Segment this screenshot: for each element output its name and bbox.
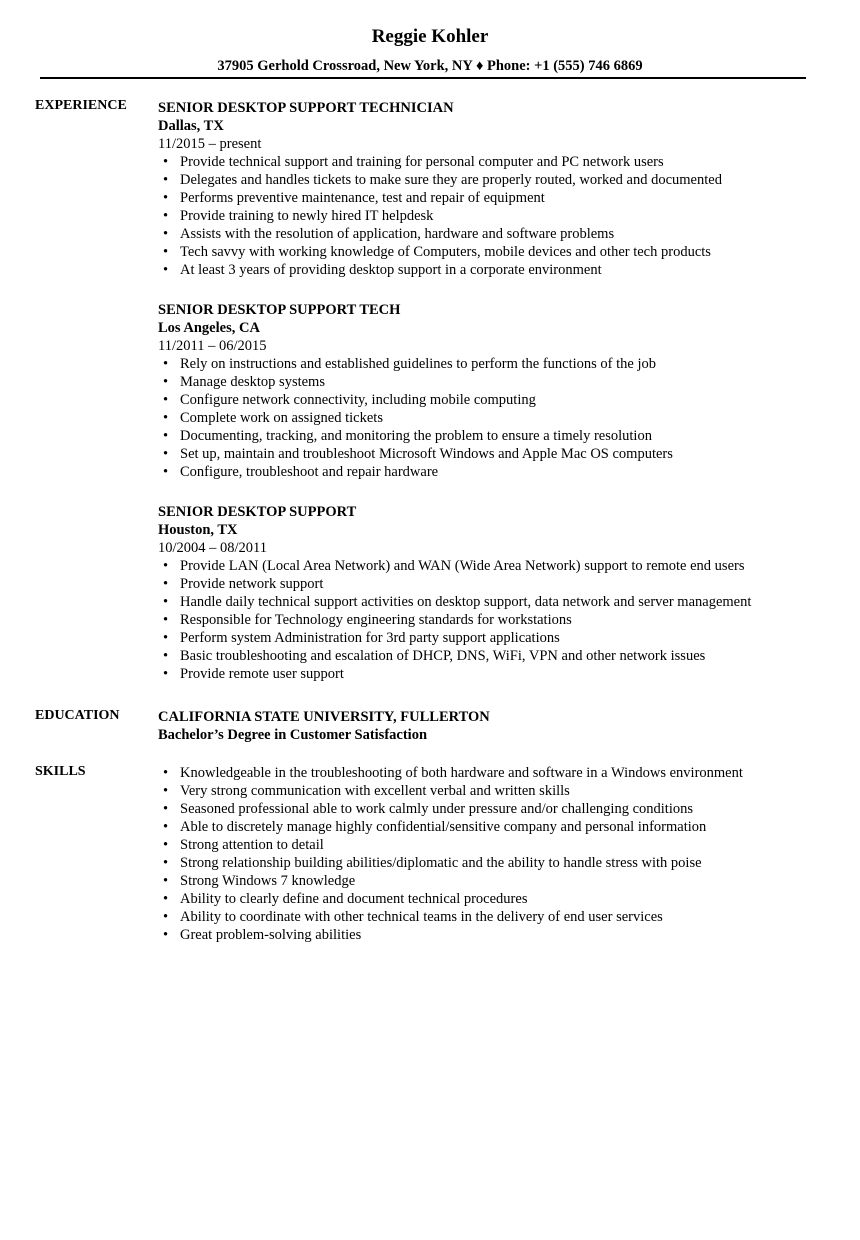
job-title: SENIOR DESKTOP SUPPORT: [158, 504, 357, 520]
skill-item: • Knowledgeable in the troubleshooting of both hardware and software in a Windows environment: [158, 764, 838, 782]
job-bullet: • Documenting, tracking, and monitoring the problem to ensure a timely resolution: [158, 427, 838, 445]
header-divider: [40, 77, 806, 79]
job-dates: 11/2011 – 06/2015: [158, 338, 267, 354]
education-label: EDUCATION: [35, 708, 120, 723]
job-bullet: • Configure, troubleshoot and repair hardware: [158, 463, 838, 481]
degree: Bachelor’s Degree in Customer Satisfaction: [158, 727, 428, 743]
skill-item: • Able to discretely manage highly confidential/sensitive company and personal information: [158, 818, 838, 836]
job-location: Los Angeles, CA: [158, 320, 260, 336]
job-bullet: • Provide training to newly hired IT helpdesk: [158, 207, 838, 225]
school-name: CALIFORNIA STATE UNIVERSITY, FULLERTON: [158, 709, 490, 725]
job-bullet: • Handle daily technical support activities on desktop support, data network and server management: [158, 593, 838, 611]
job-entry: [158, 503, 838, 683]
job-location: Houston, TX: [158, 522, 238, 538]
skill-item: • Strong attention to detail: [158, 836, 838, 854]
job-bullet: • Provide network support: [158, 575, 838, 593]
job-title: SENIOR DESKTOP SUPPORT TECHNICIAN: [158, 100, 454, 116]
job-bullet: • Rely on instructions and established guidelines to perform the functions of the job: [158, 355, 838, 373]
skills-list: [158, 764, 838, 944]
job-bullets: [158, 557, 838, 683]
job-bullets: [158, 355, 838, 481]
job-bullet: • Tech savvy with working knowledge of Computers, mobile devices and other tech products: [158, 243, 838, 261]
job-bullet: • Assists with the resolution of application, hardware and software problems: [158, 225, 838, 243]
job-bullet: • Set up, maintain and troubleshoot Microsoft Windows and Apple Mac OS computers: [158, 445, 838, 463]
job-bullet: • At least 3 years of providing desktop support in a corporate environment: [158, 261, 838, 279]
job-location: Dallas, TX: [158, 118, 224, 134]
education-entry: [158, 708, 838, 744]
skill-item: • Great problem-solving abilities: [158, 926, 838, 944]
job-dates: 11/2015 – present: [158, 136, 262, 152]
candidate-name: Reggie Kohler: [371, 26, 489, 47]
contact-line: 37905 Gerhold Crossroad, New York, NY ♦ Phone: +1 (555) 746 6869: [217, 58, 643, 74]
job-bullet: • Performs preventive maintenance, test and repair of equipment: [158, 189, 838, 207]
job-bullet: • Basic troubleshooting and escalation of DHCP, DNS, WiFi, VPN and other network issues: [158, 647, 838, 665]
job-bullet: • Perform system Administration for 3rd party support applications: [158, 629, 838, 647]
job-entry: [158, 99, 838, 279]
job-bullet: • Provide LAN (Local Area Network) and WAN (Wide Area Network) support to remote end users: [158, 557, 838, 575]
job-bullet: • Configure network connectivity, including mobile computing: [158, 391, 838, 409]
skill-item: • Strong relationship building abilities/diplomatic and the ability to handle stress with poise: [158, 854, 838, 872]
job-entry: [158, 301, 838, 481]
job-bullet: • Provide remote user support: [158, 665, 838, 683]
experience-label: EXPERIENCE: [35, 98, 127, 113]
job-dates: 10/2004 – 08/2011: [158, 540, 268, 556]
job-bullet: • Provide technical support and training for personal computer and PC network users: [158, 153, 838, 171]
skill-item: • Ability to clearly define and document technical procedures: [158, 890, 838, 908]
job-bullet: • Responsible for Technology engineering standards for workstations: [158, 611, 838, 629]
skills-list-block: [158, 764, 838, 944]
skill-item: • Ability to coordinate with other technical teams in the delivery of end user services: [158, 908, 838, 926]
skill-item: • Very strong communication with excellent verbal and written skills: [158, 782, 838, 800]
job-bullet: • Complete work on assigned tickets: [158, 409, 838, 427]
job-title: SENIOR DESKTOP SUPPORT TECH: [158, 302, 401, 318]
job-bullets: [158, 153, 838, 279]
job-bullet: • Manage desktop systems: [158, 373, 838, 391]
skill-item: • Strong Windows 7 knowledge: [158, 872, 838, 890]
skill-item: • Seasoned professional able to work calmly under pressure and/or challenging conditions: [158, 800, 838, 818]
skills-label: SKILLS: [35, 764, 86, 779]
job-bullet: • Delegates and handles tickets to make sure they are properly routed, worked and documented: [158, 171, 838, 189]
